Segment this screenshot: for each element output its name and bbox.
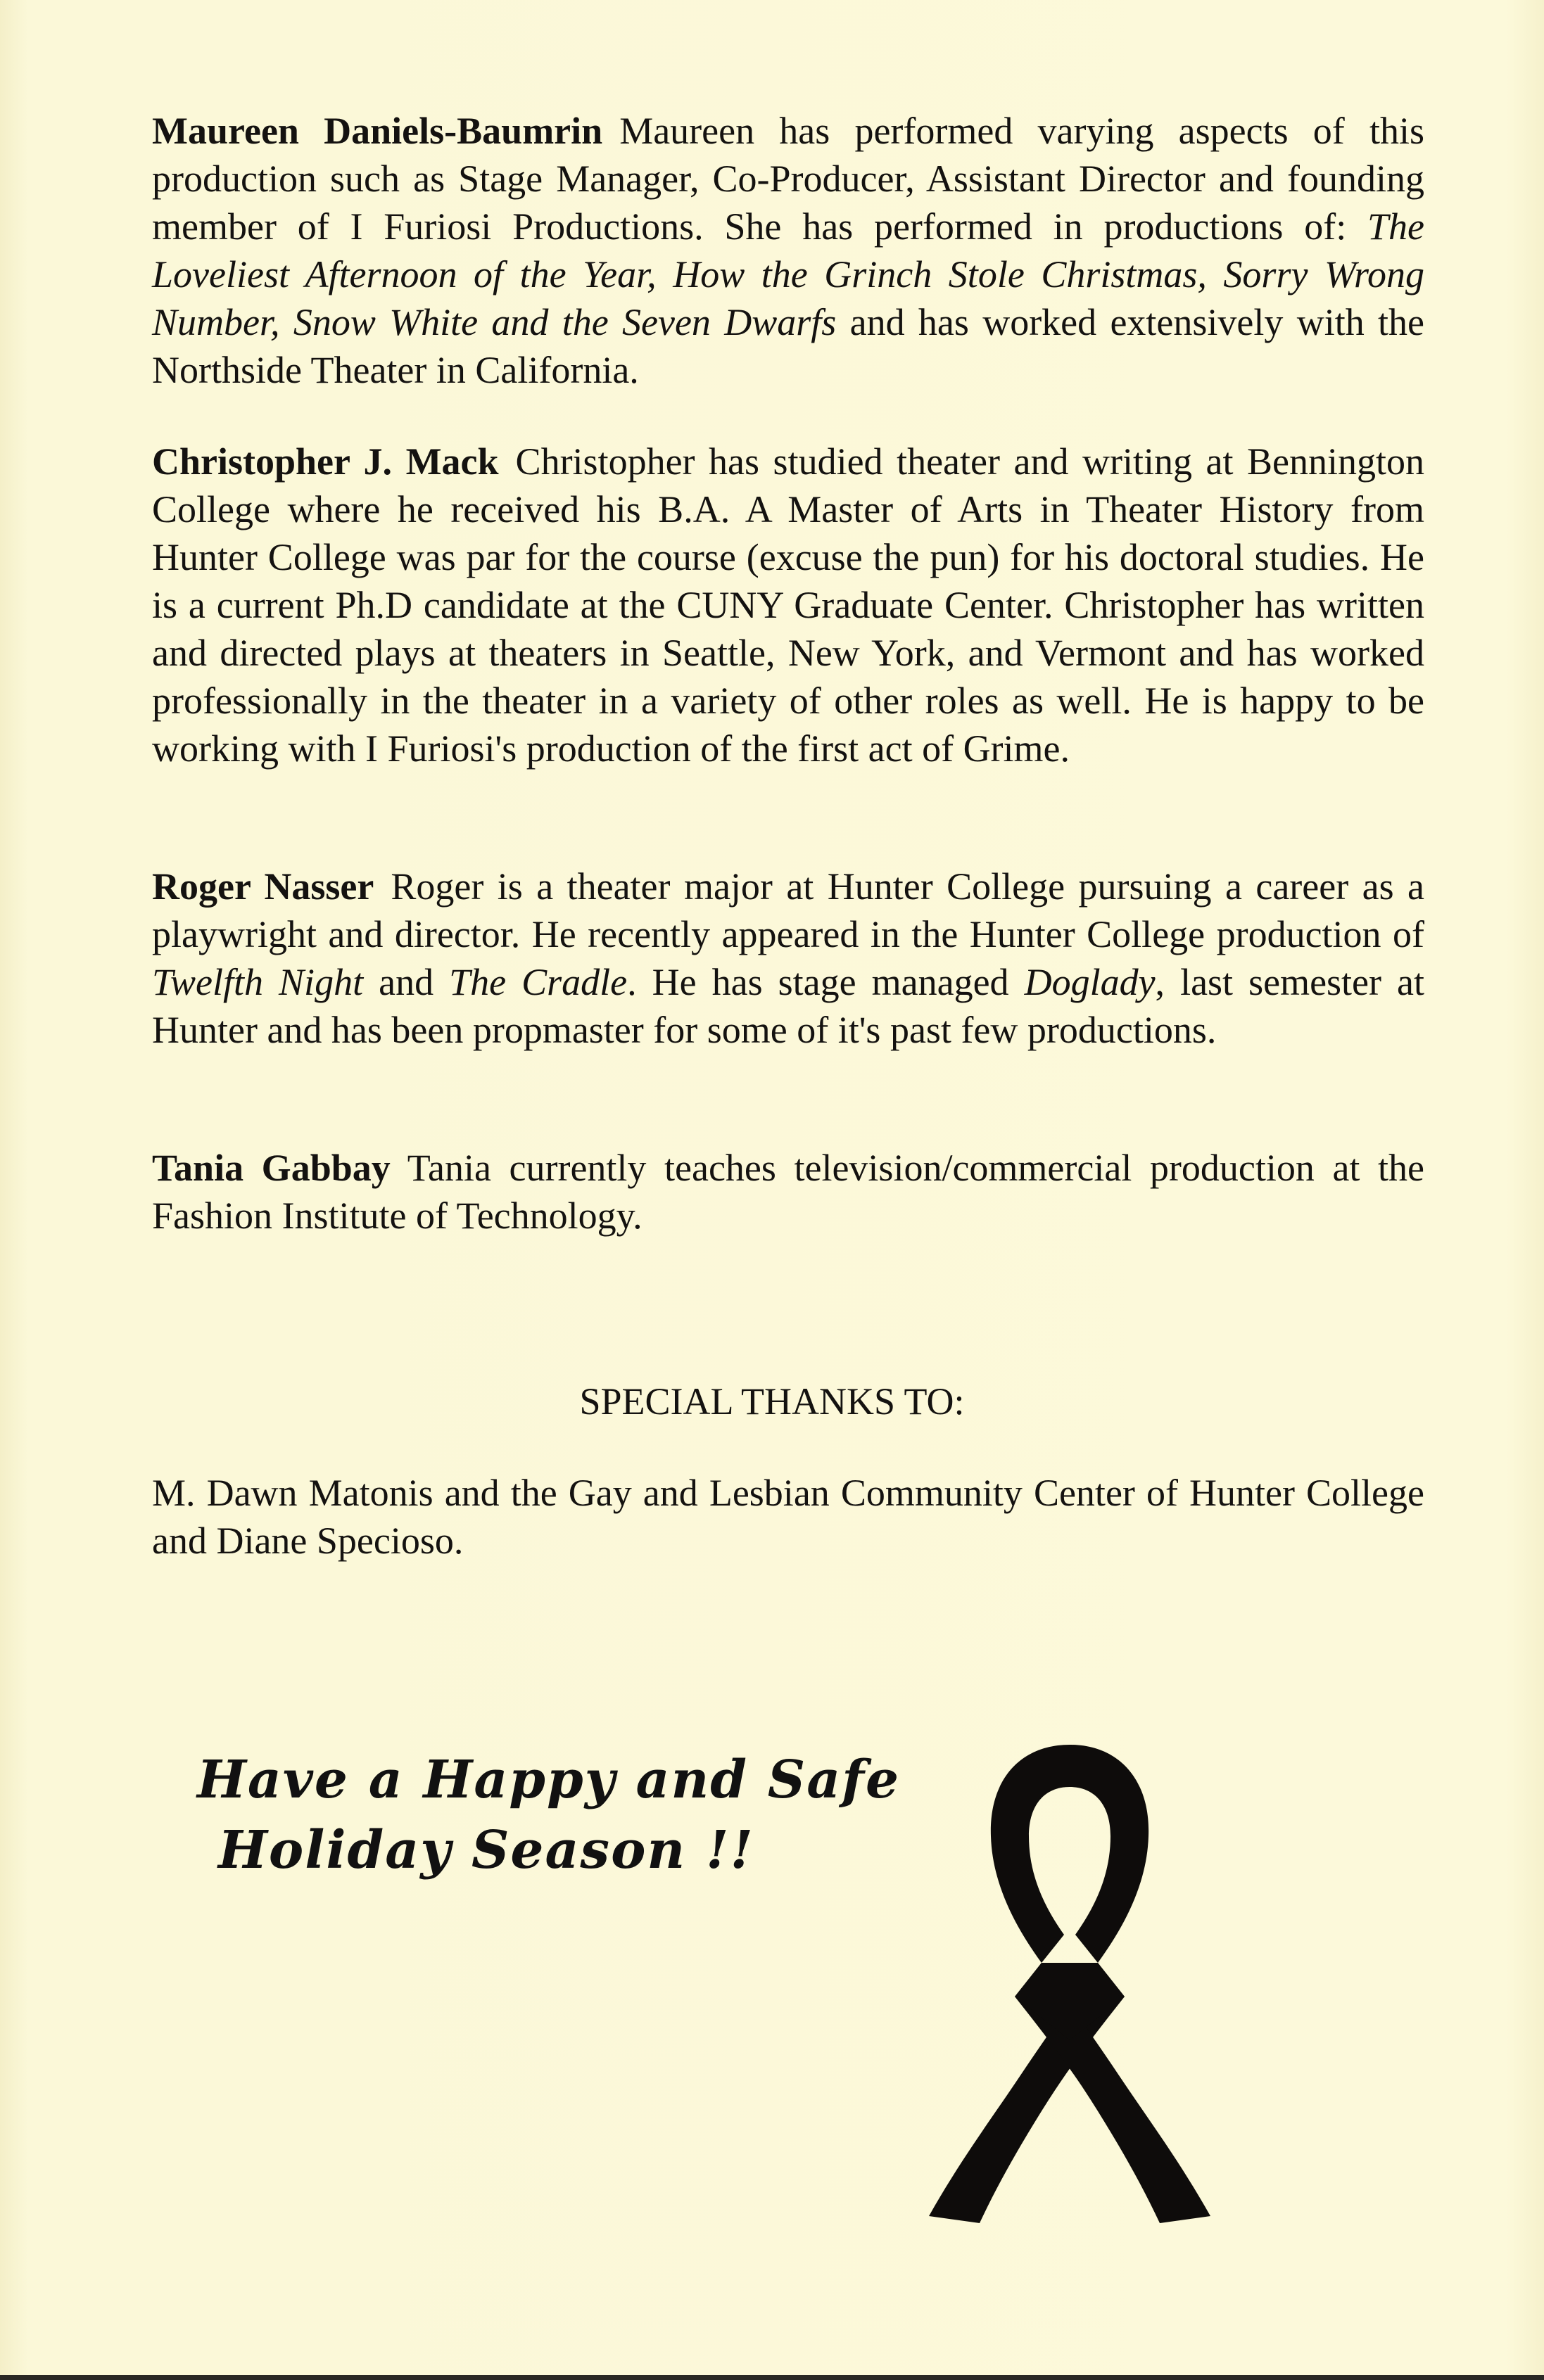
bio-text: Roger is a theater major at Hunter College pursuing a career as a playwright and director. He recently appeared in the Hunter College production of [152, 865, 1425, 955]
ribbon-loop [991, 1745, 1148, 1963]
bio-name: Christopher J. Mack [152, 440, 499, 483]
bio-production-title: Doglady [1024, 961, 1156, 1003]
bio-text: , last semester at Hunter and has been propmaster for some of it's past few productions. [152, 961, 1425, 1051]
bio-christopher-j-mack [152, 438, 1424, 772]
bio-name: Tania Gabbay [152, 1147, 391, 1189]
bio-name: Maureen Daniels-Baumrin [152, 110, 603, 152]
holiday-greeting [197, 1745, 901, 1885]
greeting-line-2: Holiday Season !! [218, 1820, 754, 1881]
special-thanks-heading: SPECIAL THANKS TO: [579, 1380, 965, 1423]
awareness-ribbon-icon [901, 1731, 1239, 2223]
bio-name: Roger Nasser [152, 865, 374, 908]
bio-productions-list: The Loveliest Afternoon of the Year, How the Grinch Stole Christmas, Sorry Wrong Number, Snow White and the Seven Dwarfs [152, 205, 1424, 343]
bio-text: Maureen has performed varying aspects of this production such as Stage Manager, Co-Producer, Assistant Director and founding member of I Furiosi Productions. She has performed in productions of: [152, 110, 1424, 248]
bio-text: and has worked extensively with the Northside Theater in California. [152, 301, 1424, 391]
bio-roger-nasser [152, 863, 1424, 1054]
bio-text: and [363, 961, 450, 1003]
bio-production-title: The Cradle [449, 961, 628, 1003]
bio-tania-gabbay [152, 1144, 1424, 1240]
greeting-line-1: Have a Happy and Safe [197, 1750, 901, 1810]
bio-text: Tania currently teaches television/commercial production at the Fashion Institute of Technology. [152, 1147, 1424, 1237]
bio-production-title: Twelfth Night [152, 961, 364, 1003]
bio-text: . He has stage managed [627, 961, 1025, 1003]
bio-maureen-daniels-baumrin [152, 107, 1424, 394]
bio-text: Christopher has studied theater and writing at Bennington College where he received his B.A. A Master of Arts in Theater History from Hunter College was par for the course (excuse the pun) for his doctoral studies. He is a current Ph.D candidate at the CUNY Graduate Center. Christopher has written and directed plays at theaters in Seattle, New York, and Vermont and has worked professionally in the theater in a variety of other roles as well. He is happy to be working with I Furiosi's production of the first act of Grime. [152, 440, 1424, 770]
special-thanks-text: M. Dawn Matonis and the Gay and Lesbian Community Center of Hunter College and Diane Specioso. [152, 1472, 1424, 1562]
ribbon-knot [1015, 1963, 1125, 2040]
page-bottom-edge [0, 2375, 1544, 2380]
